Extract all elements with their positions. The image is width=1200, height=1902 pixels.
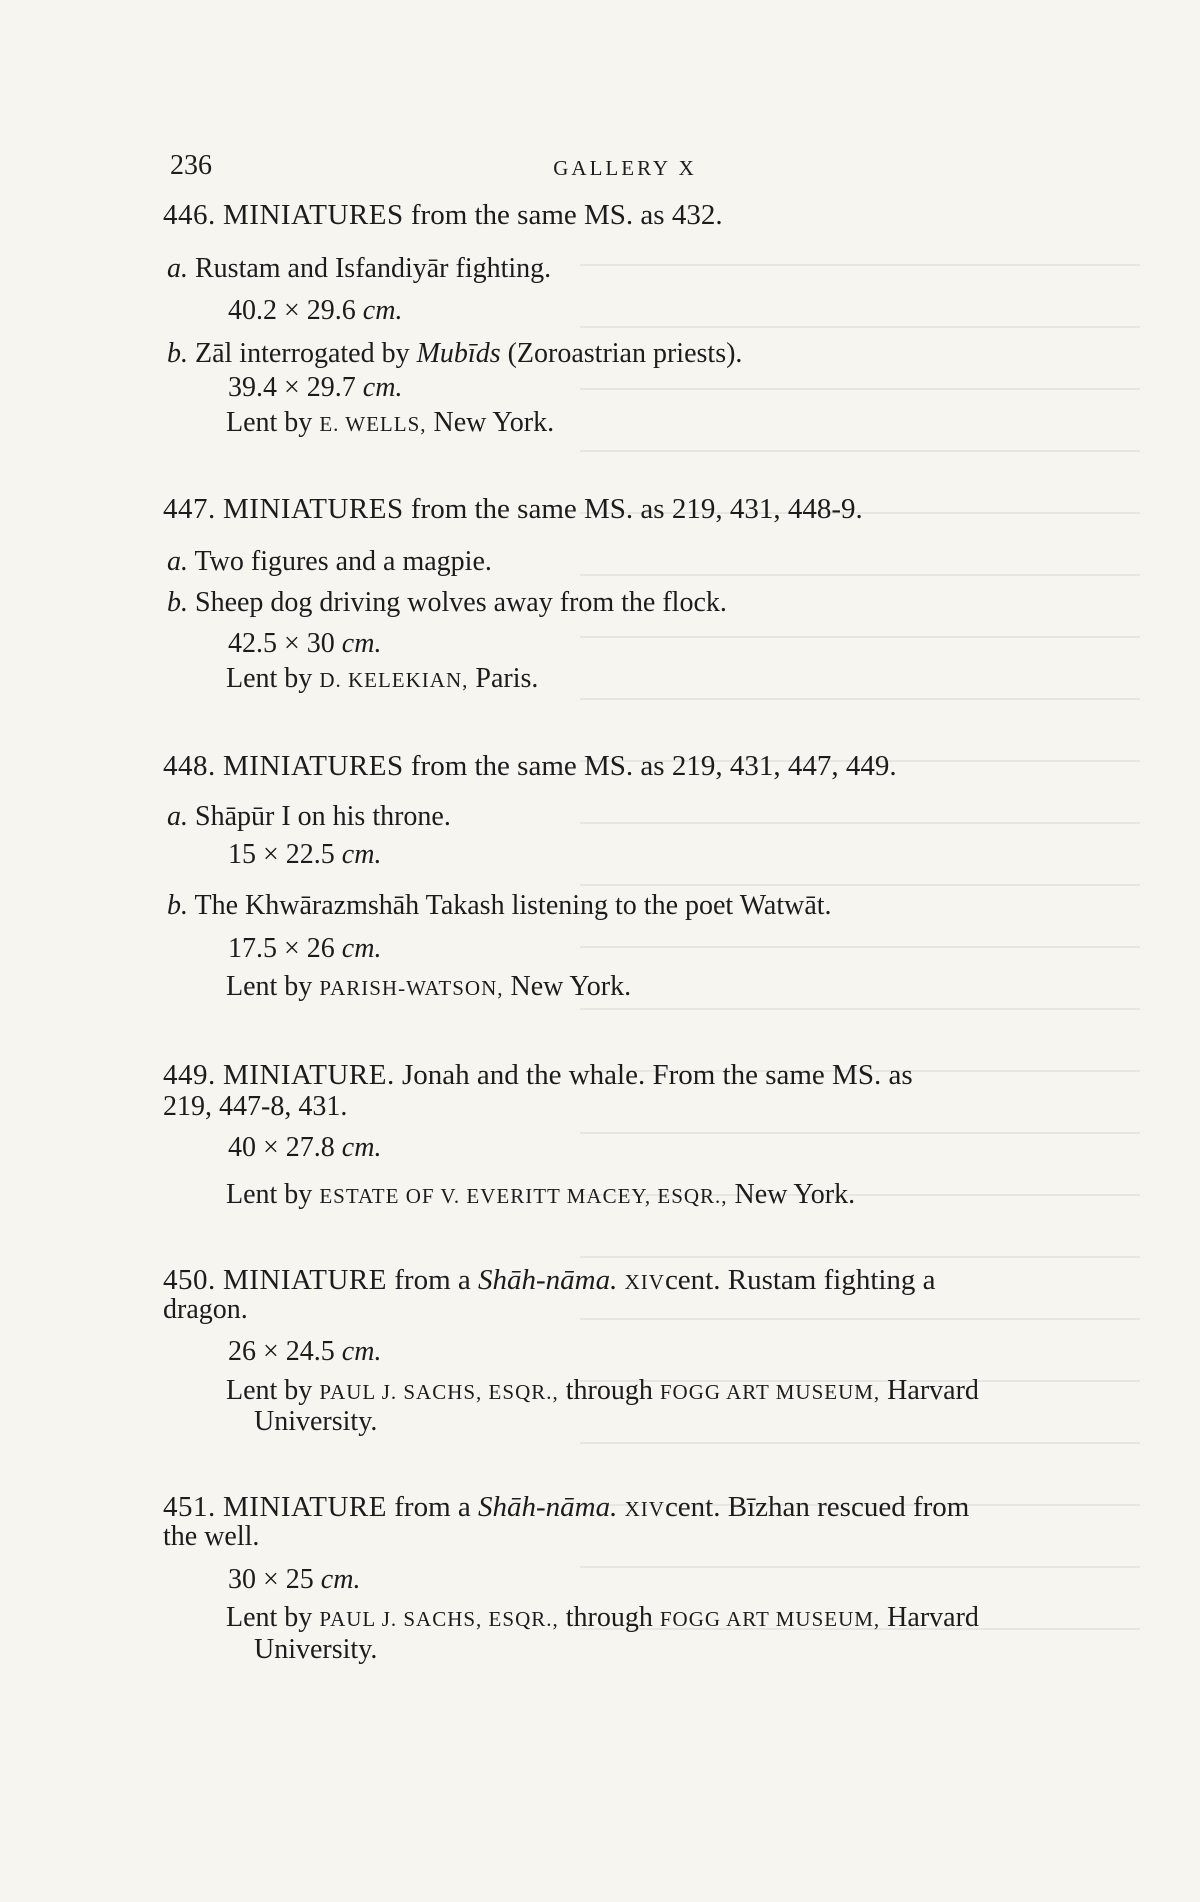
item-text: Rustam and Isfandiyār fighting. [195, 253, 552, 284]
lender-city: Paris. [475, 663, 539, 694]
lender-institution: FOGG ART MUSEUM, [659, 1380, 881, 1404]
item-letter: b. [167, 587, 188, 618]
dimension-unit: cm. [341, 1336, 382, 1367]
lender-name: D. KELEKIAN, [319, 668, 469, 692]
item-text: Zāl interrogated by [195, 338, 410, 369]
entry-448-item-b [167, 889, 832, 923]
entry-number: 450. [163, 1264, 216, 1296]
lender-location: Harvard [887, 1375, 979, 1406]
entry-description: from the same MS. as 219, 431, 448-9. [410, 493, 863, 525]
entry-description-continued: cent. Rustam fighting a [664, 1264, 936, 1296]
lender-name: PARISH-WATSON, [319, 976, 504, 1000]
entry-446-lender [226, 406, 554, 441]
dimension-size: 17.5 × 26 [228, 933, 335, 964]
entry-description-continued: cent. Bīzhan rescued from [664, 1491, 970, 1523]
entry-description: from a [394, 1491, 471, 1523]
entry-description-continued: the well. [163, 1521, 260, 1552]
lent-by-label: Lent by [226, 407, 313, 438]
dimension-size: 15 × 22.5 [228, 839, 335, 870]
entry-446-item-a [167, 252, 551, 286]
item-text: The Khwārazmshāh Takash listening to the poet Watwāt. [194, 890, 832, 921]
entry-447-dimensions [228, 627, 381, 661]
running-head [170, 150, 1080, 186]
entry-446-item-b-dimensions [228, 371, 402, 405]
lender-location: Harvard [887, 1602, 979, 1633]
item-letter: a. [167, 253, 188, 284]
entry-description: from a [394, 1264, 471, 1296]
entry-451-lender [226, 1601, 979, 1636]
entry-keyword: MINIATURES [223, 750, 404, 782]
entry-450-dimensions [228, 1335, 381, 1369]
item-italic-term: Mubīds [416, 338, 501, 369]
entry-description: from the same MS. as 432. [410, 199, 723, 231]
item-text: Sheep dog driving wolves away from the flock. [195, 587, 727, 618]
item-letter: a. [167, 546, 188, 577]
entry-keyword: MINIATURE. [223, 1059, 395, 1091]
entry-keyword: MINIATURES [223, 493, 404, 525]
dimension-unit: cm. [362, 295, 403, 326]
lent-by-label: Lent by [226, 1375, 313, 1406]
entry-description-continued: dragon. [163, 1294, 248, 1325]
entry-450-heading [163, 1263, 936, 1299]
entry-446-item-a-dimensions [228, 294, 402, 328]
lender-name: PAUL J. SACHS, ESQR., [319, 1607, 559, 1631]
entry-title-italic: Shāh-nāma. [478, 1491, 618, 1523]
lender-city: New York. [433, 407, 555, 438]
item-letter: b. [167, 338, 188, 369]
lender-city: New York. [734, 1179, 856, 1210]
entry-446-heading [163, 198, 723, 232]
entry-448-heading [163, 749, 897, 783]
century-numeral: XIV [624, 1497, 665, 1521]
item-text: Shāpūr I on his throne. [195, 801, 451, 832]
entry-448-lender [226, 970, 631, 1005]
lent-by-label: Lent by [226, 1602, 313, 1633]
lent-by-label: Lent by [226, 971, 313, 1002]
entry-450-lender-continued [254, 1405, 377, 1439]
dimension-size: 39.4 × 29.7 [228, 372, 356, 403]
entry-number: 451. [163, 1491, 216, 1523]
entry-number: 448. [163, 750, 216, 782]
dimension-unit: cm. [341, 1132, 382, 1163]
dimension-size: 42.5 × 30 [228, 628, 335, 659]
lender-through: through [565, 1375, 653, 1406]
dimension-size: 26 × 24.5 [228, 1336, 335, 1367]
entry-keyword: MINIATURE [223, 1264, 387, 1296]
entry-description: Jonah and the whale. From the same MS. as [402, 1059, 913, 1091]
item-text-continued: (Zoroastrian priests). [507, 338, 743, 369]
dimension-size: 40 × 27.8 [228, 1132, 335, 1163]
item-text: Two figures and a magpie. [194, 546, 492, 577]
entry-448-item-b-dimensions [228, 932, 381, 966]
lender-through: through [565, 1602, 653, 1633]
item-letter: a. [167, 801, 188, 832]
entry-451-heading-continued [163, 1520, 259, 1554]
entry-447-lender [226, 662, 538, 697]
entry-447-item-b [167, 586, 727, 620]
entry-description-continued: 219, 447-8, 431. [163, 1091, 348, 1122]
entry-449-dimensions [228, 1131, 381, 1165]
dimension-size: 30 × 25 [228, 1564, 314, 1595]
lender-location-continued: University. [254, 1406, 378, 1437]
entry-449-heading-continued [163, 1090, 347, 1124]
entry-449-heading [163, 1058, 913, 1092]
entry-description: from the same MS. as 219, 431, 447, 449. [410, 750, 897, 782]
lent-by-label: Lent by [226, 1179, 313, 1210]
entry-450-lender [226, 1374, 979, 1409]
entry-446-item-b [167, 337, 742, 371]
entry-keyword: MINIATURES [223, 199, 404, 231]
lender-location-continued: University. [254, 1634, 378, 1665]
dimension-size: 40.2 × 29.6 [228, 295, 356, 326]
entry-number: 449. [163, 1059, 216, 1091]
entry-number: 446. [163, 199, 216, 231]
entry-keyword: MINIATURE [223, 1491, 387, 1523]
entry-title-italic: Shāh-nāma. [478, 1264, 618, 1296]
entry-451-dimensions [228, 1563, 360, 1597]
lender-name: PAUL J. SACHS, ESQR., [319, 1380, 559, 1404]
dimension-unit: cm. [362, 372, 403, 403]
dimension-unit: cm. [341, 933, 382, 964]
lender-name: E. WELLS, [319, 412, 427, 436]
lender-city: New York. [510, 971, 632, 1002]
dimension-unit: cm. [341, 839, 382, 870]
entry-448-item-a-dimensions [228, 838, 381, 872]
show-through-texture [580, 230, 1140, 1680]
entry-449-lender [226, 1178, 855, 1213]
dimension-unit: cm. [341, 628, 382, 659]
entry-448-item-a [167, 800, 451, 834]
dimension-unit: cm. [320, 1564, 361, 1595]
lender-institution: FOGG ART MUSEUM, [659, 1607, 881, 1631]
lender-name: ESTATE OF V. EVERITT MACEY, ESQR., [319, 1184, 728, 1208]
entry-447-item-a [167, 545, 492, 579]
lent-by-label: Lent by [226, 663, 313, 694]
entry-450-heading-continued [163, 1293, 248, 1327]
item-letter: b. [167, 890, 188, 921]
gallery-title: GALLERY X [553, 156, 697, 180]
century-numeral: XIV [624, 1270, 665, 1294]
entry-451-lender-continued [254, 1633, 377, 1667]
page-number: 236 [170, 150, 212, 181]
entry-447-heading [163, 492, 863, 526]
entry-451-heading [163, 1490, 969, 1526]
entry-number: 447. [163, 493, 216, 525]
